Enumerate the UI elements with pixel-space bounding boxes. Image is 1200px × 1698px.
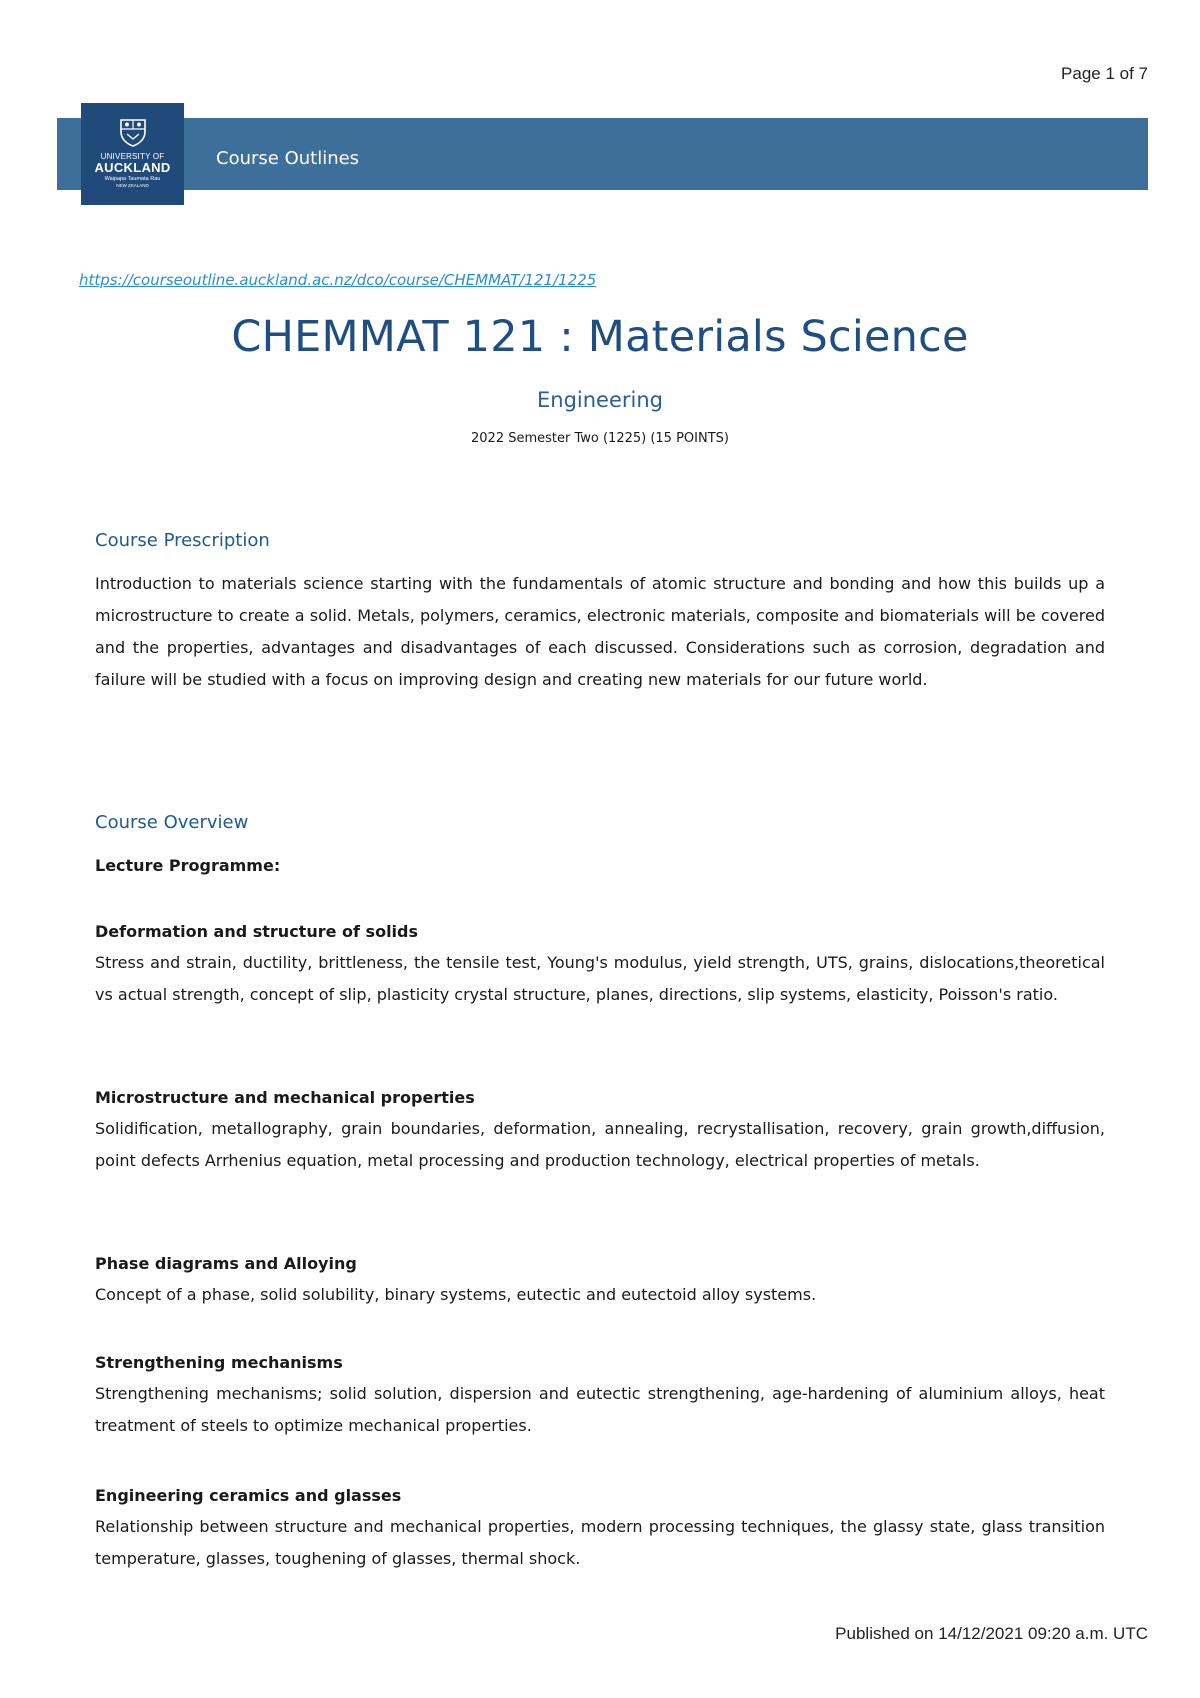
logo-text-auckland: AUCKLAND: [94, 160, 171, 175]
topic-title: Deformation and structure of solids: [95, 922, 419, 941]
university-logo: [81, 103, 184, 205]
prescription-text: Introduction to materials science starting with the fundamentals of atomic structure and bonding and how this builds up a microstructure to create a solid. Metals, polymers, ceramics, electronic materials, composite and biomaterials will be covered and the properties, advantages and disadvantages of each discussed. Considerations such as corrosion, degradation and failure will be studied with a focus on improving design and creating new materials for our future world.: [95, 574, 1105, 689]
banner-title: Course Outlines: [216, 148, 360, 169]
topic-title: Phase diagrams and Alloying: [95, 1254, 357, 1273]
topic-text: Solidification, metallography, grain boundaries, deformation, annealing, recrystallisation, recovery, grain growth,diffusion, point defects Arrhenius equation, metal processing and production technology, electrical properties of metals.: [95, 1119, 1105, 1170]
prescription-heading: Course Prescription: [95, 530, 270, 551]
topic-title: Strengthening mechanisms: [95, 1353, 343, 1372]
logo-text-maori-name: Waipapa Taumata Rau: [104, 176, 161, 182]
published-date: Published on 14/12/2021 09:20 a.m. UTC: [835, 1624, 1148, 1643]
course-title: CHEMMAT 121 : Materials Science: [231, 312, 969, 362]
crest-icon: [118, 117, 148, 147]
topic-title: Engineering ceramics and glasses: [95, 1486, 402, 1505]
topic-text: Strengthening mechanisms; solid solution, dispersion and eutectic strengthening, age-hardening of aluminium alloys, heat treatment of steels to optimize mechanical properties.: [95, 1384, 1105, 1435]
logo-text-university-of: UNIVERSITY OF: [100, 152, 165, 161]
lecture-programme-label: Lecture Programme:: [95, 856, 281, 875]
topic-title: Microstructure and mechanical properties: [95, 1088, 475, 1107]
overview-heading: Course Overview: [95, 812, 249, 833]
page-number: Page 1 of 7: [1061, 64, 1148, 83]
faculty-name: Engineering: [537, 388, 663, 412]
semester-info: 2022 Semester Two (1225) (15 POINTS): [471, 431, 729, 446]
topic-text: Stress and strain, ductility, brittleness, the tensile test, Young's modulus, yield strength, UTS, grains, dislocations,theoretical vs actual strength, concept of slip, plasticity crystal structure, planes, directions, slip systems, elasticity, Poisson's ratio.: [95, 953, 1105, 1004]
topic-text: Concept of a phase, solid solubility, binary systems, eutectic and eutectoid alloy systems.: [95, 1285, 817, 1304]
logo-text-country: NEW ZEALAND: [116, 183, 149, 188]
topic-text: Relationship between structure and mechanical properties, modern processing techniques, the glassy state, glass transition temperature, glasses, toughening of glasses, thermal shock.: [95, 1517, 1105, 1568]
course-outline-link[interactable]: https://courseoutline.auckland.ac.nz/dco/course/CHEMMAT/121/1225: [79, 271, 597, 289]
